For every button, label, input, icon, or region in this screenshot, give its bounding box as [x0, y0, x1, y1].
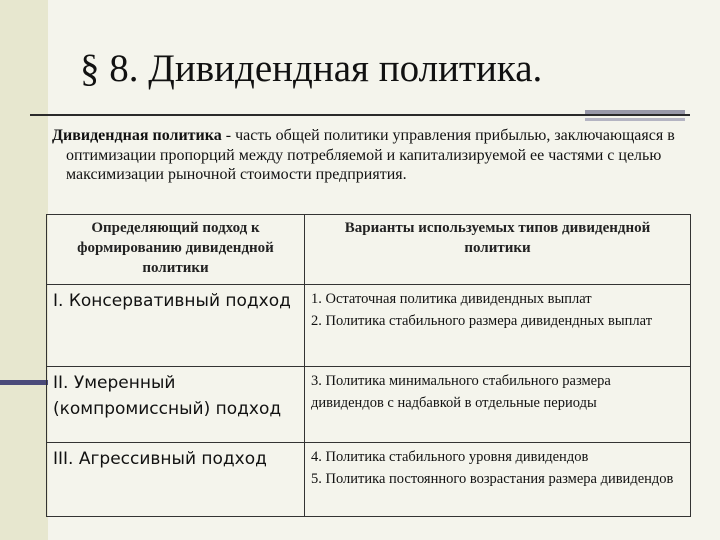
approach-cell: III. Агрессивный подход [47, 443, 305, 517]
table-header-row [47, 215, 691, 285]
variants-cell [305, 285, 691, 367]
left-decorative-band [0, 0, 48, 540]
definition-term: Дивидендная политика [52, 127, 222, 144]
variants-cell [305, 443, 691, 517]
definition-text: - часть общей политики управления прибылью, заключающаяся в оптимизации пропорций между потребляемой и капитализируемой ее частями с целью максимизации рыночной стоимости предприятия. [66, 127, 675, 183]
approach-cell: I. Консервативный подход [47, 285, 305, 367]
header-variants: Варианты используемых типов дивидендной политики [305, 215, 691, 285]
variant-item: 3. Политика минимального стабильного размера дивидендов с надбавкой в отдельные периоды [311, 373, 611, 411]
approach-cell: II. Умеренный (компромиссный) подход [47, 367, 305, 443]
left-accent-bar [0, 380, 48, 385]
divider-accent-bottom [585, 118, 685, 121]
variant-item: 2. Политика стабильного размера дивидендных выплат [311, 313, 653, 329]
header-approach: Определяющий подход к формированию дивидендной политики [47, 215, 305, 285]
variant-item: 4. Политика стабильного уровня дивидендов [311, 449, 589, 465]
variant-item: 1. Остаточная политика дивидендных выплат [311, 291, 592, 307]
divider-accent-top [585, 110, 685, 114]
definition-paragraph [52, 126, 706, 185]
dividend-policy-table [46, 214, 691, 517]
variants-cell [305, 367, 691, 443]
slide-title: § 8. Дивидендная политика. [80, 47, 543, 90]
table-row [47, 443, 691, 517]
variant-item: 5. Политика постоянного возрастания размера дивидендов [311, 471, 674, 487]
table-row [47, 285, 691, 367]
title-divider [30, 114, 690, 116]
table-row [47, 367, 691, 443]
